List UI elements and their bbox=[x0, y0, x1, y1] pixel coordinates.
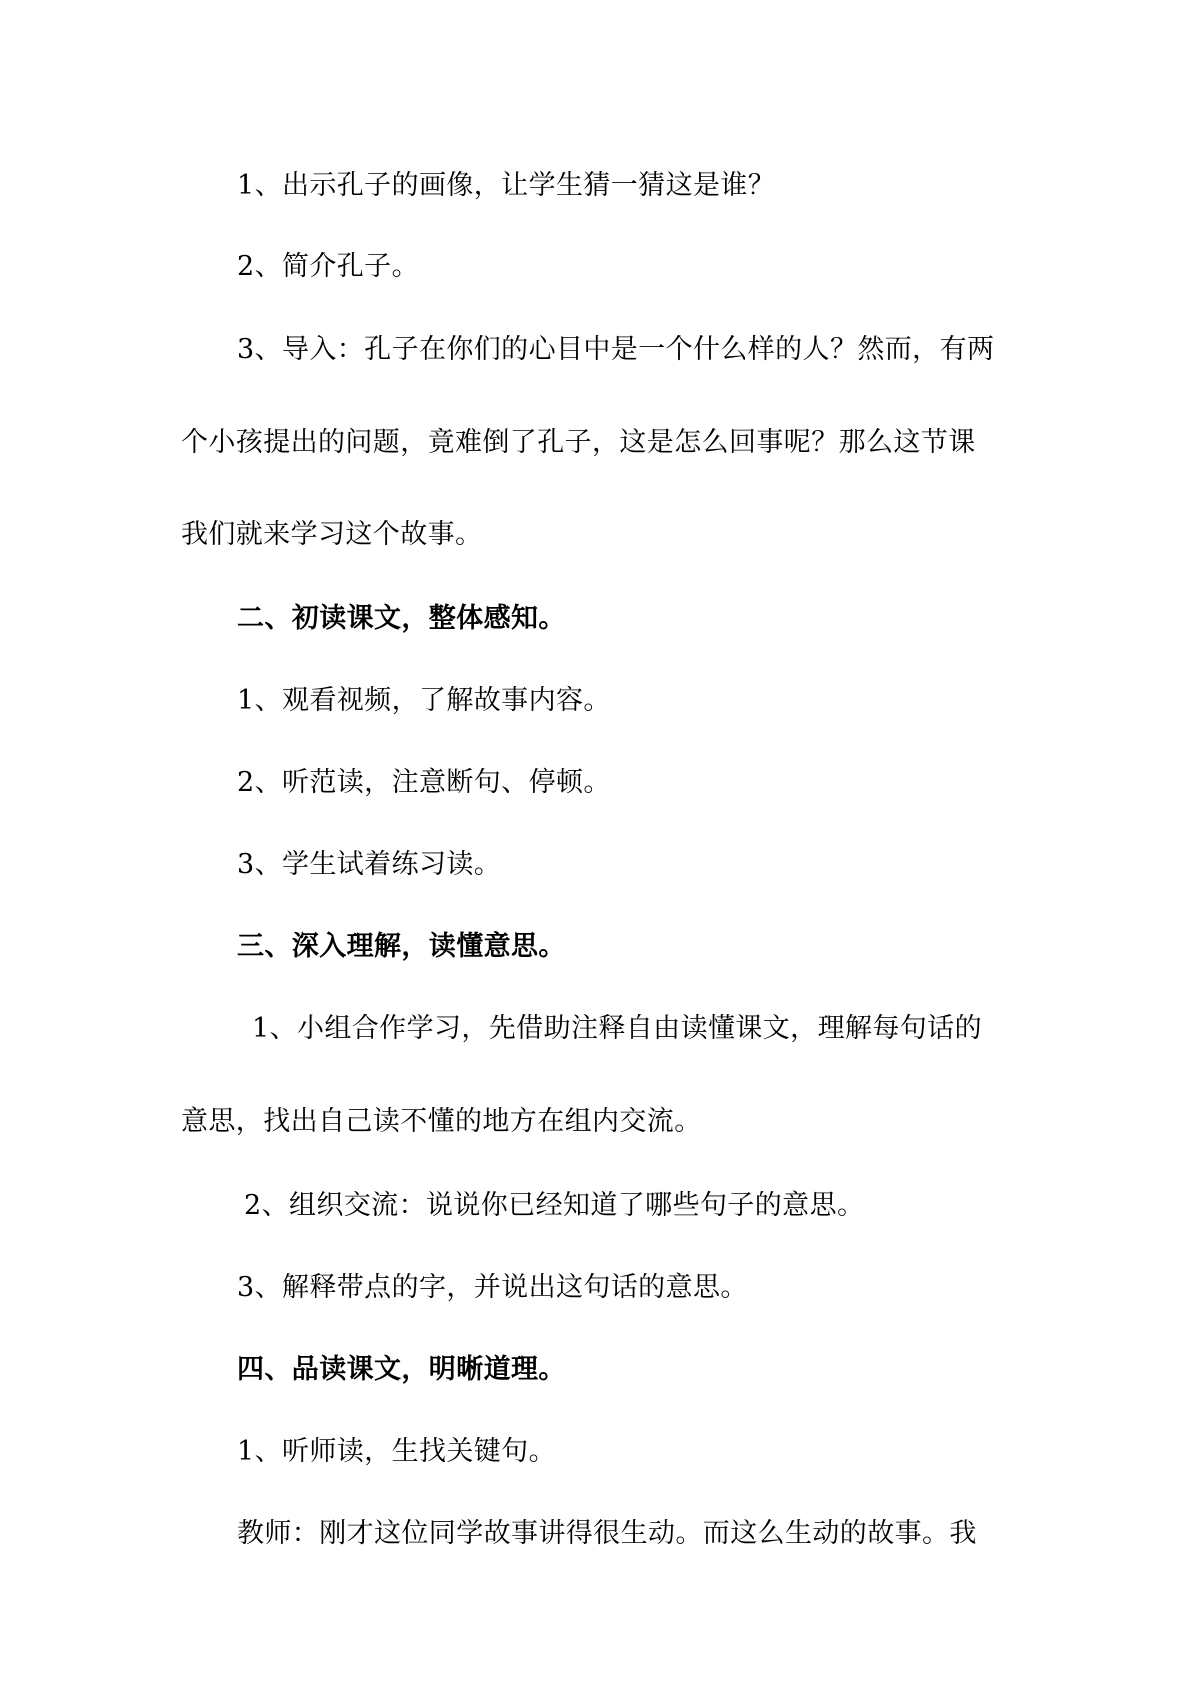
step-lead-in-continued-2: 我们就来学习这个故事。 bbox=[181, 519, 483, 550]
step-explain-dotted-words: 3、解释带点的字，并说出这句话的意思。 bbox=[237, 1272, 748, 1303]
section-heading-first-reading: 二、初读课文，整体感知。 bbox=[237, 603, 566, 634]
step-watch-video: 1、观看视频，了解故事内容。 bbox=[237, 685, 611, 716]
teacher-remark: 教师：刚才这位同学故事讲得很生动。而这么生动的故事。我 bbox=[237, 1518, 977, 1549]
step-group-study: 1、小组合作学习，先借助注释自由读懂课文，理解每句话的 bbox=[252, 1013, 982, 1044]
step-lead-in-continued-1: 个小孩提出的问题，竟难倒了孔子，这是怎么回事呢？那么这节课 bbox=[181, 427, 976, 458]
section-heading-savor-reading: 四、品读课文，明晰道理。 bbox=[237, 1354, 566, 1385]
section-heading-deep-understanding: 三、深入理解，读懂意思。 bbox=[237, 931, 566, 962]
step-guess-portrait: 1、出示孔子的画像，让学生猜一猜这是谁？ bbox=[237, 170, 776, 201]
step-introduce-confucius: 2、简介孔子。 bbox=[237, 251, 419, 282]
step-group-study-continued: 意思，找出自己读不懂的地方在组内交流。 bbox=[181, 1106, 702, 1137]
step-practice-reading: 3、学生试着练习读。 bbox=[237, 849, 502, 880]
step-lead-in: 3、导入：孔子在你们的心目中是一个什么样的人？然而，有两 bbox=[237, 334, 995, 365]
step-find-key-sentence: 1、听师读，生找关键句。 bbox=[237, 1436, 556, 1467]
step-listen-model-reading: 2、听范读，注意断句、停顿。 bbox=[237, 767, 611, 798]
step-organize-exchange: 2、组织交流：说说你已经知道了哪些句子的意思。 bbox=[244, 1190, 865, 1221]
